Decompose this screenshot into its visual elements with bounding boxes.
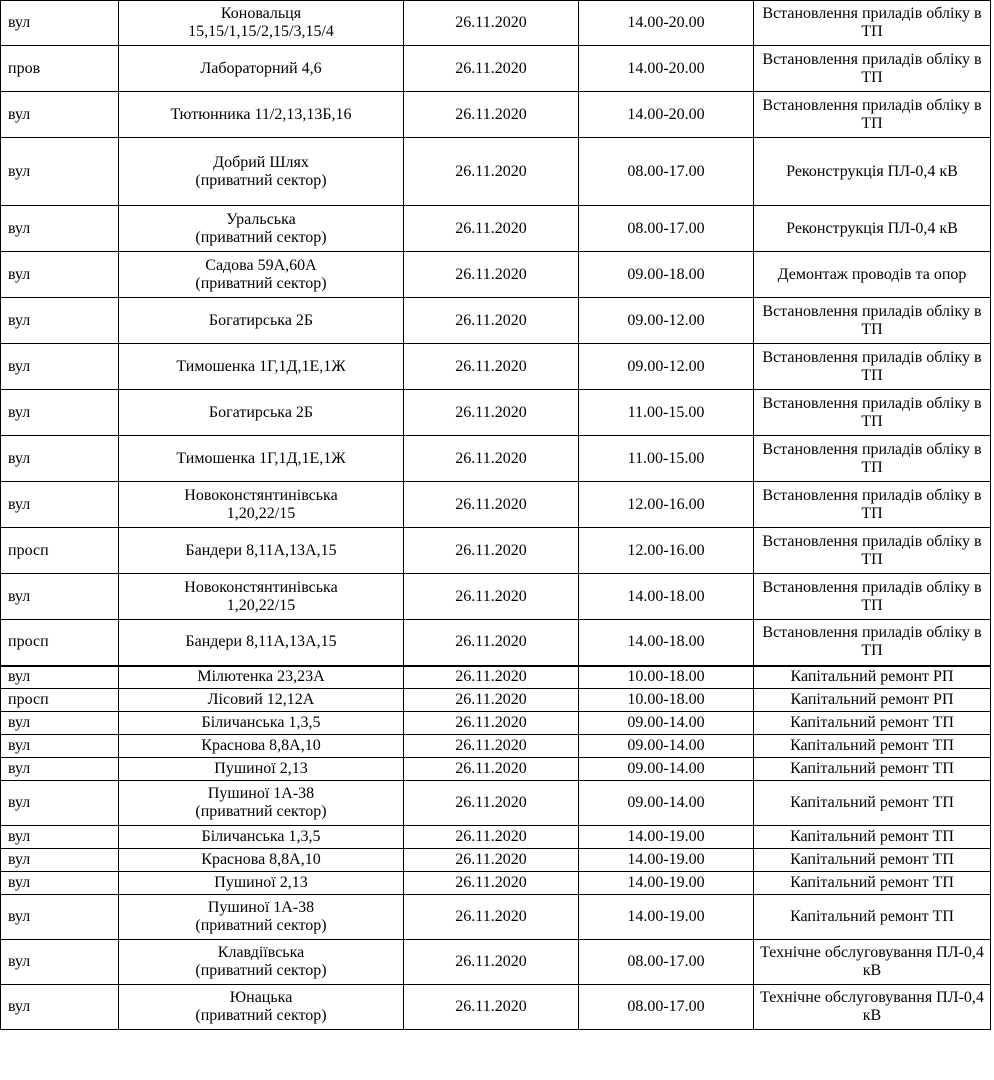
reason-cell: Встановлення приладів обліку в ТП — [754, 46, 991, 92]
address-cell — [119, 482, 404, 528]
reason-cell: Встановлення приладів обліку в ТП — [754, 390, 991, 436]
address-line: (приватний сектор) — [195, 917, 327, 934]
address-cell — [119, 872, 404, 895]
address-cell — [119, 712, 404, 735]
address-line: Краснова 8,8А,10 — [201, 851, 321, 868]
table-row — [1, 781, 991, 826]
street-type-cell: вул — [1, 872, 119, 895]
date-cell: 26.11.2020 — [404, 712, 579, 735]
address-line: Новоконстянтинівська — [184, 486, 338, 504]
address-line: (приватний сектор) — [195, 274, 327, 292]
address-line: 1,20,22/15 — [226, 596, 296, 614]
street-type-cell: вул — [1, 344, 119, 390]
date-cell: 26.11.2020 — [404, 528, 579, 574]
address-line: 15,15/1,15/2,15/3,15/4 — [188, 23, 334, 40]
reason-cell: Капітальний ремонт ТП — [754, 895, 991, 940]
street-type-cell: вул — [1, 298, 119, 344]
address-line: Пушиної 1А-38 — [207, 899, 315, 916]
date-cell: 26.11.2020 — [404, 895, 579, 940]
street-type-cell: вул — [1, 781, 119, 826]
reason-cell: Капітальний ремонт РП — [754, 666, 991, 689]
address-cell — [119, 92, 404, 138]
address-cell — [119, 252, 404, 298]
table-row — [1, 344, 991, 390]
address-line: Новоконстянтинівська — [184, 578, 338, 596]
time-range-cell: 09.00-14.00 — [579, 781, 754, 826]
address-cell — [119, 940, 404, 985]
address-line: Краснова 8,8А,10 — [201, 737, 321, 754]
time-range-cell: 12.00-16.00 — [579, 482, 754, 528]
table-row — [1, 849, 991, 872]
address-line: Садова 59А,60А — [205, 256, 317, 274]
street-type-cell: просп — [1, 620, 119, 666]
address-line: Біличанська 1,3,5 — [201, 828, 321, 845]
address-line: Лісовий 12,12А — [207, 691, 315, 708]
address-cell — [119, 206, 404, 252]
table-row — [1, 390, 991, 436]
address-line: Богатирська 2Б — [208, 311, 314, 329]
reason-cell: Капітальний ремонт ТП — [754, 758, 991, 781]
date-cell: 26.11.2020 — [404, 735, 579, 758]
street-type-cell: вул — [1, 92, 119, 138]
address-cell — [119, 735, 404, 758]
date-cell: 26.11.2020 — [404, 252, 579, 298]
address-line: 1,20,22/15 — [226, 504, 296, 522]
date-cell: 26.11.2020 — [404, 689, 579, 712]
street-type-cell: вул — [1, 138, 119, 206]
address-cell — [119, 528, 404, 574]
time-range-cell: 10.00-18.00 — [579, 689, 754, 712]
table-row — [1, 758, 991, 781]
reason-cell: Капітальний ремонт РП — [754, 689, 991, 712]
address-line: Пушиної 1А-38 — [207, 785, 315, 802]
time-range-cell: 11.00-15.00 — [579, 436, 754, 482]
address-line: Коновальця — [220, 5, 302, 22]
street-type-cell: просп — [1, 528, 119, 574]
table-row — [1, 735, 991, 758]
address-cell — [119, 758, 404, 781]
street-type-cell: пров — [1, 46, 119, 92]
time-range-cell: 08.00-17.00 — [579, 940, 754, 985]
address-line: Пушиної 2,13 — [214, 760, 308, 777]
table-row — [1, 666, 991, 689]
address-cell — [119, 390, 404, 436]
address-line: Бандери 8,11А,13А,15 — [185, 633, 337, 651]
street-type-cell: вул — [1, 826, 119, 849]
reason-cell: Встановлення приладів обліку в ТП — [754, 574, 991, 620]
date-cell: 26.11.2020 — [404, 436, 579, 482]
reason-cell: Капітальний ремонт ТП — [754, 735, 991, 758]
street-type-cell: вул — [1, 666, 119, 689]
time-range-cell: 09.00-18.00 — [579, 252, 754, 298]
time-range-cell: 14.00-18.00 — [579, 574, 754, 620]
table-row — [1, 528, 991, 574]
table-body — [1, 1, 991, 1030]
table-row — [1, 826, 991, 849]
time-range-cell: 10.00-18.00 — [579, 666, 754, 689]
table-row — [1, 138, 991, 206]
address-line: Мілютенка 23,23А — [197, 668, 325, 686]
date-cell: 26.11.2020 — [404, 849, 579, 872]
address-line: Богатирська 2Б — [208, 403, 314, 421]
table-row — [1, 436, 991, 482]
reason-cell: Технічне обслуговування ПЛ-0,4 кВ — [754, 940, 991, 985]
street-type-cell: вул — [1, 758, 119, 781]
date-cell: 26.11.2020 — [404, 92, 579, 138]
address-line: Тютюнника 11/2,13,13Б,16 — [170, 105, 352, 123]
date-cell: 26.11.2020 — [404, 666, 579, 689]
street-type-cell: вул — [1, 940, 119, 985]
address-line: (приватний сектор) — [195, 228, 327, 246]
address-cell — [119, 344, 404, 390]
address-cell — [119, 298, 404, 344]
address-line: Тимошенка 1Г,1Д,1Е,1Ж — [176, 357, 346, 375]
time-range-cell: 09.00-12.00 — [579, 298, 754, 344]
date-cell: 26.11.2020 — [404, 758, 579, 781]
date-cell: 26.11.2020 — [404, 390, 579, 436]
time-range-cell: 14.00-19.00 — [579, 895, 754, 940]
address-cell — [119, 620, 404, 666]
table-row — [1, 985, 991, 1030]
date-cell: 26.11.2020 — [404, 1, 579, 46]
table-row — [1, 620, 991, 666]
address-cell — [119, 436, 404, 482]
reason-cell: Встановлення приладів обліку в ТП — [754, 344, 991, 390]
street-type-cell: вул — [1, 206, 119, 252]
date-cell: 26.11.2020 — [404, 781, 579, 826]
street-type-cell: вул — [1, 735, 119, 758]
address-cell — [119, 781, 404, 826]
street-type-cell: вул — [1, 574, 119, 620]
address-line: Пушиної 2,13 — [214, 874, 308, 891]
time-range-cell: 09.00-14.00 — [579, 735, 754, 758]
time-range-cell: 09.00-14.00 — [579, 758, 754, 781]
street-type-cell: вул — [1, 895, 119, 940]
date-cell: 26.11.2020 — [404, 344, 579, 390]
street-type-cell: вул — [1, 390, 119, 436]
time-range-cell: 14.00-18.00 — [579, 620, 754, 666]
date-cell: 26.11.2020 — [404, 298, 579, 344]
table-row — [1, 712, 991, 735]
address-cell — [119, 826, 404, 849]
time-range-cell: 09.00-12.00 — [579, 344, 754, 390]
reason-cell: Реконструкція ПЛ-0,4 кВ — [754, 206, 991, 252]
time-range-cell: 08.00-17.00 — [579, 206, 754, 252]
time-range-cell: 14.00-20.00 — [579, 92, 754, 138]
street-type-cell: вул — [1, 436, 119, 482]
address-line: Уральська — [226, 210, 296, 228]
reason-cell: Встановлення приладів обліку в ТП — [754, 92, 991, 138]
date-cell: 26.11.2020 — [404, 482, 579, 528]
table-row — [1, 574, 991, 620]
time-range-cell: 08.00-17.00 — [579, 138, 754, 206]
street-type-cell: вул — [1, 985, 119, 1030]
time-range-cell: 14.00-19.00 — [579, 849, 754, 872]
time-range-cell: 08.00-17.00 — [579, 985, 754, 1030]
date-cell: 26.11.2020 — [404, 940, 579, 985]
time-range-cell: 12.00-16.00 — [579, 528, 754, 574]
time-range-cell: 14.00-20.00 — [579, 46, 754, 92]
address-line: (приватний сектор) — [195, 1007, 327, 1024]
reason-cell: Капітальний ремонт ТП — [754, 826, 991, 849]
time-range-cell: 11.00-15.00 — [579, 390, 754, 436]
date-cell: 26.11.2020 — [404, 138, 579, 206]
table-row — [1, 482, 991, 528]
table-row — [1, 92, 991, 138]
address-cell — [119, 849, 404, 872]
address-cell — [119, 895, 404, 940]
time-range-cell: 14.00-20.00 — [579, 1, 754, 46]
table-row — [1, 895, 991, 940]
reason-cell: Демонтаж проводів та опор — [754, 252, 991, 298]
reason-cell: Встановлення приладів обліку в ТП — [754, 1, 991, 46]
address-line: Бандери 8,11А,13А,15 — [185, 541, 337, 559]
street-type-cell: вул — [1, 482, 119, 528]
address-line: Добрий Шлях — [213, 153, 309, 171]
address-cell — [119, 574, 404, 620]
date-cell: 26.11.2020 — [404, 826, 579, 849]
address-cell — [119, 138, 404, 206]
reason-cell: Технічне обслуговування ПЛ-0,4 кВ — [754, 985, 991, 1030]
table-row — [1, 46, 991, 92]
address-line: Клавдіївська — [217, 944, 305, 961]
address-cell — [119, 46, 404, 92]
time-range-cell: 14.00-19.00 — [579, 872, 754, 895]
reason-cell: Реконструкція ПЛ-0,4 кВ — [754, 138, 991, 206]
date-cell: 26.11.2020 — [404, 574, 579, 620]
reason-cell: Капітальний ремонт ТП — [754, 781, 991, 826]
table-row — [1, 206, 991, 252]
address-line: (приватний сектор) — [195, 962, 327, 979]
address-line: Лабораторний 4,6 — [200, 59, 322, 77]
street-type-cell: просп — [1, 689, 119, 712]
address-cell — [119, 666, 404, 689]
table-row — [1, 940, 991, 985]
reason-cell: Капітальний ремонт ТП — [754, 872, 991, 895]
time-range-cell: 14.00-19.00 — [579, 826, 754, 849]
reason-cell: Встановлення приладів обліку в ТП — [754, 298, 991, 344]
table-row — [1, 252, 991, 298]
date-cell: 26.11.2020 — [404, 872, 579, 895]
table-row — [1, 298, 991, 344]
reason-cell: Встановлення приладів обліку в ТП — [754, 482, 991, 528]
time-range-cell: 09.00-14.00 — [579, 712, 754, 735]
reason-cell: Встановлення приладів обліку в ТП — [754, 620, 991, 666]
address-line: Юнацька — [229, 989, 293, 1006]
reason-cell: Капітальний ремонт ТП — [754, 712, 991, 735]
date-cell: 26.11.2020 — [404, 46, 579, 92]
date-cell: 26.11.2020 — [404, 620, 579, 666]
street-type-cell: вул — [1, 849, 119, 872]
reason-cell: Встановлення приладів обліку в ТП — [754, 528, 991, 574]
street-type-cell: вул — [1, 252, 119, 298]
address-line: Тимошенка 1Г,1Д,1Е,1Ж — [176, 449, 346, 467]
address-cell — [119, 985, 404, 1030]
reason-cell: Встановлення приладів обліку в ТП — [754, 436, 991, 482]
address-cell — [119, 1, 404, 46]
street-type-cell: вул — [1, 712, 119, 735]
table-row — [1, 689, 991, 712]
address-cell — [119, 689, 404, 712]
reason-cell: Капітальний ремонт ТП — [754, 849, 991, 872]
date-cell: 26.11.2020 — [404, 985, 579, 1030]
table-row — [1, 872, 991, 895]
address-line: (приватний сектор) — [195, 171, 327, 189]
table-row — [1, 1, 991, 46]
date-cell: 26.11.2020 — [404, 206, 579, 252]
address-line: Біличанська 1,3,5 — [201, 714, 321, 731]
address-line: (приватний сектор) — [195, 803, 327, 820]
street-type-cell: вул — [1, 1, 119, 46]
